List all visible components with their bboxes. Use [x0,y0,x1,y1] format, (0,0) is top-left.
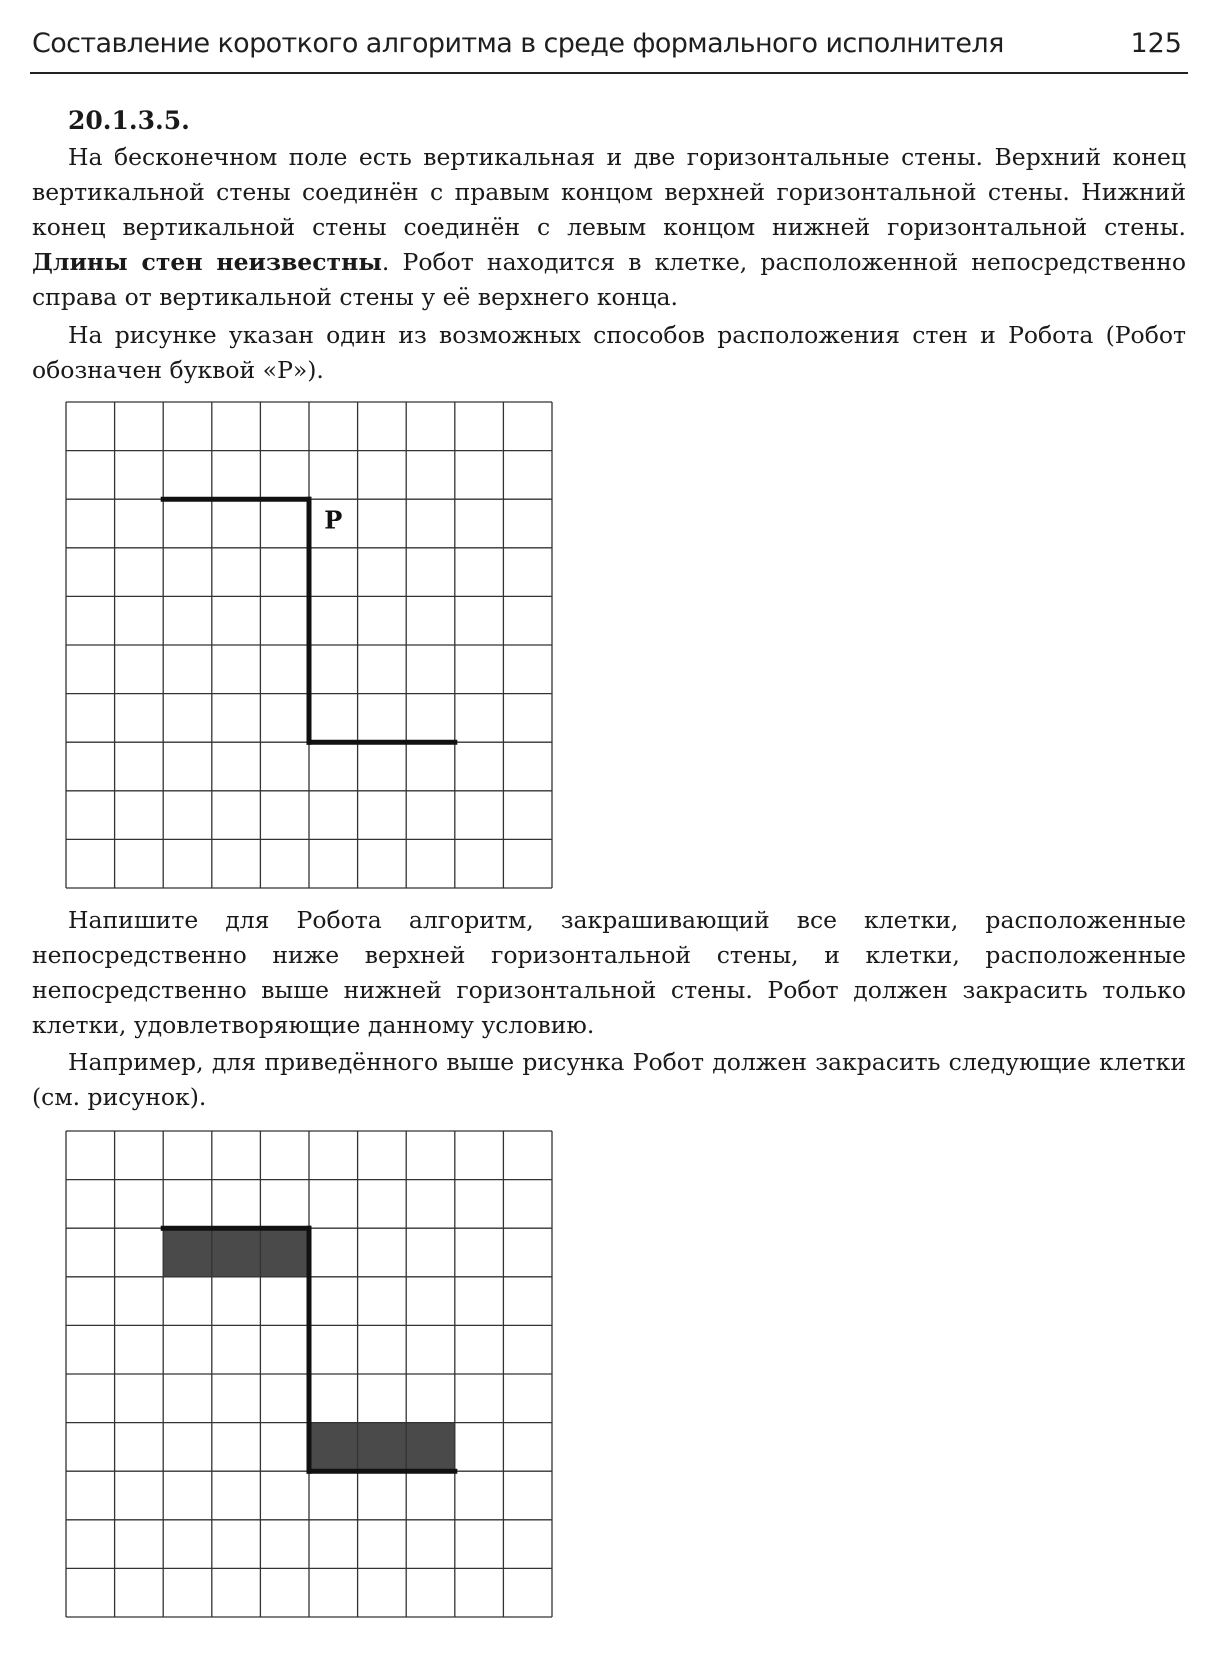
painted-cell [406,1423,455,1472]
painted-cell [358,1423,407,1472]
paragraph-1-text-b: . Робот находится в клетке, расположенной непосредственно справа от вертикальной стены у её верхнего конца. [32,248,1187,311]
painted-cell [163,1228,212,1277]
header-title: Составление короткого алгоритма в среде формального исполнителя [32,28,1004,59]
task-paragraph-1 [32,140,1186,315]
page-number: 125 [1130,28,1182,59]
task-paragraph-3: Напишите для Робота алгоритм, закрашивающий все клетки, расположенные непосредственно ниже верхней горизонтальной стены, и клетки, расположенные непосредственно выше нижней горизонтальной стены. Робот должен закрасить только клетки, удовлетворяющие данному условию. [32,906,1186,1039]
task-paragraph-4: Например, для приведённого выше рисунка Робот должен закрасить следующие клетки (см. рисунок). [32,1048,1186,1111]
task-paragraph-2: На рисунке указан один из возможных способов расположения стен и Робота (Робот обозначен буквой «Р»). [32,321,1186,384]
running-header [30,26,1188,74]
painted-cell [260,1228,309,1277]
robot-label: Р [324,505,343,535]
painted-cell [212,1228,261,1277]
painted-cell [309,1423,358,1472]
paragraph-1-text-a: На бесконечном поле есть вертикальная и две горизонтальные стены. Верхний конец вертикальной стены соединён с правым концом верхней горизонтальной стены. Нижний конец вертикальной стены соединён с левым концом нижней горизонтальной стены. [32,143,1186,241]
task-number: 20.1.3.5. [68,106,190,135]
paragraph-1-bold: Длины стен неизвестны [32,248,382,276]
